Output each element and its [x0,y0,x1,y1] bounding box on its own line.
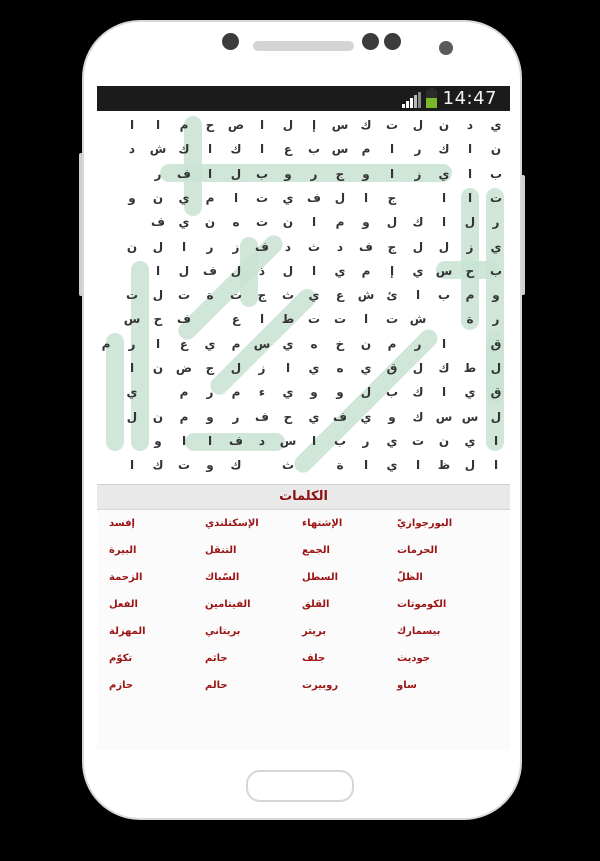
grid-cell[interactable]: ي [490,239,502,254]
grid-cell[interactable]: ب [307,142,321,157]
grid-cell[interactable]: ي [282,336,294,351]
word-item: إفسد [109,518,135,529]
grid-cell[interactable]: ل [230,166,242,181]
grid-cell[interactable]: ي [438,166,450,181]
grid-cell[interactable]: ل [490,361,502,375]
grid-cell[interactable]: ط [281,312,295,327]
grid-cell[interactable]: ت [177,458,191,473]
grid-cell[interactable]: ن [152,361,164,375]
grid-cell[interactable]: ت [307,312,321,327]
grid-cell[interactable]: ح [465,263,475,278]
word-item: ساو [397,680,417,691]
grid-cell[interactable]: ز [414,166,422,181]
grid-cell[interactable]: ز [232,239,240,254]
grid-cell[interactable]: ي [386,433,398,448]
grid-cell[interactable]: ق [490,385,502,400]
grid-cell[interactable]: ف [307,190,321,205]
grid-cell[interactable]: ت [255,215,269,230]
grid-cell[interactable]: ش [409,312,427,327]
grid-cell[interactable]: و [336,385,344,400]
grid-cell[interactable]: ا [493,433,499,448]
grid-cell[interactable]: م [387,336,397,351]
grid-cell[interactable]: ي [282,385,294,400]
grid-cell[interactable]: ا [181,239,187,254]
grid-cell[interactable] [457,332,483,356]
grid-cell[interactable]: ف [255,409,269,424]
grid-cell[interactable]: ا [311,215,317,230]
grid-cell[interactable]: ث [281,458,295,473]
word-item: تكوّم [109,653,133,664]
sensor-icon [362,33,379,50]
grid-cell[interactable]: ت [411,433,425,448]
grid-cell[interactable]: ا [129,118,135,132]
home-button[interactable] [246,770,354,802]
grid-cell[interactable]: ن [204,215,216,230]
grid-cell[interactable]: م [465,288,475,303]
grid-cell[interactable]: ن [438,433,450,448]
grid-cell[interactable]: ة [206,288,214,303]
grid-cell[interactable]: ا [363,190,369,205]
grid-cell[interactable]: د [258,433,266,448]
grid-cell[interactable]: ر [154,166,162,181]
grid-cell[interactable]: ك [230,458,242,473]
grid-cell[interactable]: ا [311,263,317,278]
grid-cell[interactable]: ي [360,361,372,375]
grid-cell[interactable]: ب [333,433,347,448]
grid-cell[interactable]: ي [308,361,320,375]
grid-cell[interactable]: ي [308,409,320,424]
grid-cell[interactable]: م [101,336,111,351]
grid-cell[interactable] [197,307,223,331]
grid-cell[interactable] [431,307,457,331]
word-item: بريتاني [205,626,241,637]
word-item: بريتر [302,626,327,637]
word-item: روبيرت [302,680,339,691]
grid-cell[interactable]: و [128,190,136,205]
word-item: الحرمات [397,545,438,556]
grid-cell[interactable]: إ [389,263,395,278]
grid-cell[interactable]: ا [441,385,447,400]
grid-cell[interactable]: ت [229,288,243,303]
grid-cell[interactable]: ي [334,263,346,278]
word-item: السّباك [205,572,240,583]
grid-cell[interactable]: ت [177,288,191,303]
speaker-grille [253,41,354,51]
grid-cell[interactable]: ل [490,409,502,424]
grid-cell[interactable]: م [335,215,345,230]
grid-cell[interactable]: و [206,458,214,473]
grid-cell[interactable]: ي [204,336,216,351]
grid-cell[interactable]: د [284,239,292,254]
grid-cell[interactable]: ي [360,409,372,424]
grid-cell[interactable]: ف [177,312,191,327]
grid-cell[interactable]: ر [414,142,422,157]
grid-cell[interactable]: ا [181,433,187,448]
grid-cell[interactable]: ج [387,239,397,254]
grid-cell[interactable]: ئ [386,288,398,303]
grid-cell[interactable]: ك [438,361,450,375]
grid-cell[interactable]: ب [385,385,399,400]
sensor-icon [384,33,401,50]
word-item: السطل [302,572,339,583]
word-item: حالم [205,680,228,691]
grid-cell[interactable]: ث [307,239,321,254]
grid-cell[interactable]: ز [258,361,266,375]
grid-cell[interactable]: ف [333,409,347,424]
grid-cell[interactable]: ع [283,142,293,157]
word-item: الفعل [109,599,138,610]
grid-cell[interactable]: ح [283,409,293,424]
grid-cell[interactable]: ا [207,166,213,181]
word-item: الظلّ [397,572,423,583]
grid-cell[interactable]: د [128,142,136,157]
grid-cell[interactable]: ن [126,239,138,254]
word-item: بيسمارك [397,626,441,637]
grid-cell[interactable]: و [310,385,318,400]
word-item: الجمع [302,545,330,556]
grid-cell[interactable]: ن [438,118,450,132]
grid-cell[interactable]: ل [334,190,346,205]
grid-cell[interactable]: م [231,385,241,400]
grid-cell[interactable]: ن [152,190,164,205]
word-item: البورجوازيّ [397,518,453,529]
word-item: المهزلة [109,626,146,637]
grid-cell[interactable]: ي [386,458,398,473]
grid-cell[interactable]: ا [467,190,473,205]
grid-cell[interactable]: ل [438,239,450,254]
grid-cell[interactable]: ة [336,458,344,473]
grid-cell[interactable]: ل [282,118,294,132]
grid-cell[interactable]: د [336,239,344,254]
grid-cell[interactable]: ل [464,215,476,230]
status-time: 14:47 [442,88,497,109]
grid-cell[interactable]: ج [335,166,345,181]
grid-cell[interactable]: ر [232,409,240,424]
grid-cell[interactable]: ي [412,263,424,278]
grid-cell[interactable]: ف [177,166,191,181]
grid-cell[interactable]: ي [126,385,138,400]
grid-cell[interactable]: ي [490,118,502,132]
grid-cell[interactable]: خ [335,336,345,351]
grid-cell[interactable]: ي [178,190,190,205]
grid-cell[interactable]: س [461,409,479,424]
grid-cell[interactable]: ي [178,215,190,230]
word-list-panel [97,484,510,750]
grid-cell[interactable]: ل [386,215,398,230]
grid-cell[interactable]: ق [386,361,398,375]
grid-cell[interactable]: ر [362,433,370,448]
grid-cell[interactable]: ا [363,458,369,473]
grid-cell[interactable]: م [205,190,215,205]
grid-cell[interactable] [249,453,275,477]
status-bar [97,86,510,111]
grid-cell[interactable]: ل [230,361,242,375]
grid-cell[interactable]: ر [128,336,136,351]
grid-cell[interactable]: س [253,336,271,351]
grid-cell[interactable]: ر [414,336,422,351]
grid-cell[interactable]: م [231,336,241,351]
grid-cell[interactable]: و [362,215,370,230]
grid-cell[interactable]: ل [282,263,294,278]
grid-cell[interactable]: ا [363,312,369,327]
grid-cell[interactable]: ا [155,336,161,351]
grid-cell[interactable]: ن [152,409,164,424]
grid-cell[interactable]: ل [412,239,424,254]
grid-cell[interactable]: ر [492,215,500,230]
grid-cell[interactable]: ر [310,166,318,181]
grid-cell[interactable] [145,380,171,404]
word-item: جلف [302,653,326,664]
grid-cell[interactable]: ر [206,385,214,400]
grid-cell[interactable]: ع [335,288,345,303]
grid-cell[interactable]: ض [175,361,193,375]
battery-icon [426,90,437,108]
grid-cell[interactable]: ف [255,239,269,254]
grid-cell[interactable]: ب [489,166,503,181]
word-item: حازم [109,680,134,691]
word-item: جوديث [397,653,430,664]
grid-cell[interactable]: ط [463,361,477,375]
grid-cell[interactable]: ن [360,336,372,351]
grid-cell[interactable]: ب [255,166,269,181]
grid-cell[interactable]: ف [229,433,243,448]
grid-cell[interactable]: و [362,166,370,181]
grid-cell[interactable]: ا [259,312,265,327]
grid-cell[interactable]: د [466,118,474,132]
grid-cell[interactable]: و [206,409,214,424]
grid-cell[interactable]: م [179,409,189,424]
grid-cell[interactable]: ر [492,312,500,327]
word-item: الزحمة [109,572,143,583]
grid-cell[interactable]: و [154,433,162,448]
grid-cell[interactable]: ت [125,288,139,303]
grid-cell[interactable]: ي [464,433,476,448]
word-item: الإسكتلندي [205,518,259,529]
grid-cell[interactable]: ك [412,409,424,424]
grid-cell[interactable]: ا [155,263,161,278]
grid-cell[interactable]: ق [490,336,502,351]
grid-cell[interactable]: ت [489,190,503,205]
grid-cell[interactable]: ي [308,288,320,303]
word-item: الإشتهاء [302,518,343,529]
word-item: الكوموتات [397,599,447,610]
grid-cell[interactable]: ث [281,288,295,303]
grid-cell[interactable]: ا [467,142,473,157]
signal-icon [402,92,422,108]
grid-cell[interactable]: ز [466,239,474,254]
grid-cell[interactable]: ت [385,118,399,132]
grid-cell[interactable]: ا [259,118,265,132]
grid-cell[interactable]: ل [230,263,242,278]
grid-cell[interactable]: س [123,312,141,327]
grid-cell[interactable]: ا [285,361,291,375]
grid-cell[interactable]: ل [464,458,476,473]
grid-cell[interactable]: ل [152,288,164,303]
word-item: البيرة [109,545,137,556]
grid-cell[interactable]: ج [205,361,215,375]
word-list-title: الكلمات [97,484,510,510]
grid-cell[interactable]: ل [412,361,424,375]
grid-cell[interactable]: ح [153,312,163,327]
grid-cell[interactable]: و [388,409,396,424]
grid-cell[interactable]: ع [179,336,189,351]
grid-cell[interactable]: ا [129,458,135,473]
grid-cell[interactable]: ج [257,288,267,303]
grid-cell[interactable]: ه [232,215,240,230]
grid-cell[interactable]: ل [178,263,190,278]
grid-cell[interactable]: ل [360,385,372,400]
grid-cell[interactable]: ي [282,190,294,205]
grid-cell[interactable]: و [284,166,292,181]
grid-cell[interactable]: ك [178,142,190,157]
grid-cell[interactable]: س [435,409,453,424]
grid-cell[interactable]: ت [255,190,269,205]
grid-cell[interactable]: س [279,433,297,448]
grid-cell[interactable]: م [361,263,371,278]
grid-cell[interactable]: ك [412,385,424,400]
grid-cell[interactable]: إ [311,118,317,132]
grid-cell[interactable]: م [179,385,189,400]
grid-cell[interactable]: ك [230,142,242,157]
grid-cell[interactable]: ك [360,118,372,132]
word-item: القلق [302,599,330,610]
grid-cell[interactable]: ا [389,142,395,157]
grid-cell[interactable]: ن [282,215,294,230]
grid-cell[interactable]: ا [441,336,447,351]
grid-cell[interactable]: ت [385,312,399,327]
grid-cell[interactable]: ا [259,142,265,157]
grid-cell[interactable]: ه [336,361,344,375]
word-item: التنقل [205,545,237,556]
grid-cell[interactable]: ء [258,385,266,400]
grid-cell[interactable]: ح [205,118,215,132]
grid-cell[interactable]: ا [441,190,447,205]
grid-cell[interactable]: ل [412,118,424,132]
grid-cell[interactable]: ف [359,239,373,254]
word-item: جاثم [205,653,228,664]
grid-cell[interactable]: ا [207,142,213,157]
grid-cell[interactable]: ا [441,215,447,230]
grid-cell[interactable]: ر [206,239,214,254]
grid-cell[interactable]: ا [155,118,161,132]
grid-cell[interactable]: ا [467,166,473,181]
grid-cell[interactable]: ظ [437,458,451,473]
proximity-sensor-icon [439,41,453,55]
grid-cell[interactable]: ا [415,458,421,473]
grid-cell[interactable]: ج [387,190,397,205]
grid-cell[interactable]: ص [227,118,245,132]
grid-cell[interactable]: ك [438,142,450,157]
grid-cell[interactable]: ه [310,336,318,351]
grid-cell[interactable]: ك [152,458,164,473]
grid-cell[interactable]: ش [357,288,375,303]
grid-cell[interactable]: ا [129,361,135,375]
app-screen [97,86,510,750]
grid-cell[interactable]: س [331,118,349,132]
grid-cell[interactable]: ا [389,166,395,181]
word-item: الفيتامين [205,599,251,610]
grid-cell[interactable]: ة [466,312,474,327]
grid-cell[interactable]: ع [231,312,241,327]
grid-cell[interactable]: ا [415,288,421,303]
word-search-grid[interactable] [97,111,510,481]
grid-cell[interactable]: ت [333,312,347,327]
grid-cell[interactable]: ل [152,239,164,254]
grid-cell[interactable]: ف [203,263,217,278]
grid-cell[interactable]: ب [437,288,451,303]
grid-cell[interactable] [301,453,327,477]
grid-cell[interactable]: ا [207,433,213,448]
grid-cell[interactable]: و [492,288,500,303]
grid-cell[interactable]: ف [151,215,165,230]
grid-cell[interactable]: س [435,263,453,278]
grid-cell[interactable]: س [331,142,349,157]
grid-cell[interactable]: ذ [258,263,266,278]
grid-cell[interactable]: م [179,118,189,132]
grid-cell[interactable]: ب [489,263,503,278]
grid-cell[interactable]: ك [412,215,424,230]
grid-cell[interactable]: ل [126,409,138,424]
grid-cell[interactable]: م [361,142,371,157]
grid-cell[interactable]: ا [233,190,239,205]
grid-cell[interactable]: ي [464,385,476,400]
front-camera-icon [222,33,239,50]
grid-cell[interactable] [405,186,431,210]
grid-cell[interactable]: ش [149,142,167,157]
grid-cell[interactable]: ا [493,458,499,473]
grid-cell[interactable]: ا [311,433,317,448]
grid-cell[interactable]: ن [490,142,502,157]
